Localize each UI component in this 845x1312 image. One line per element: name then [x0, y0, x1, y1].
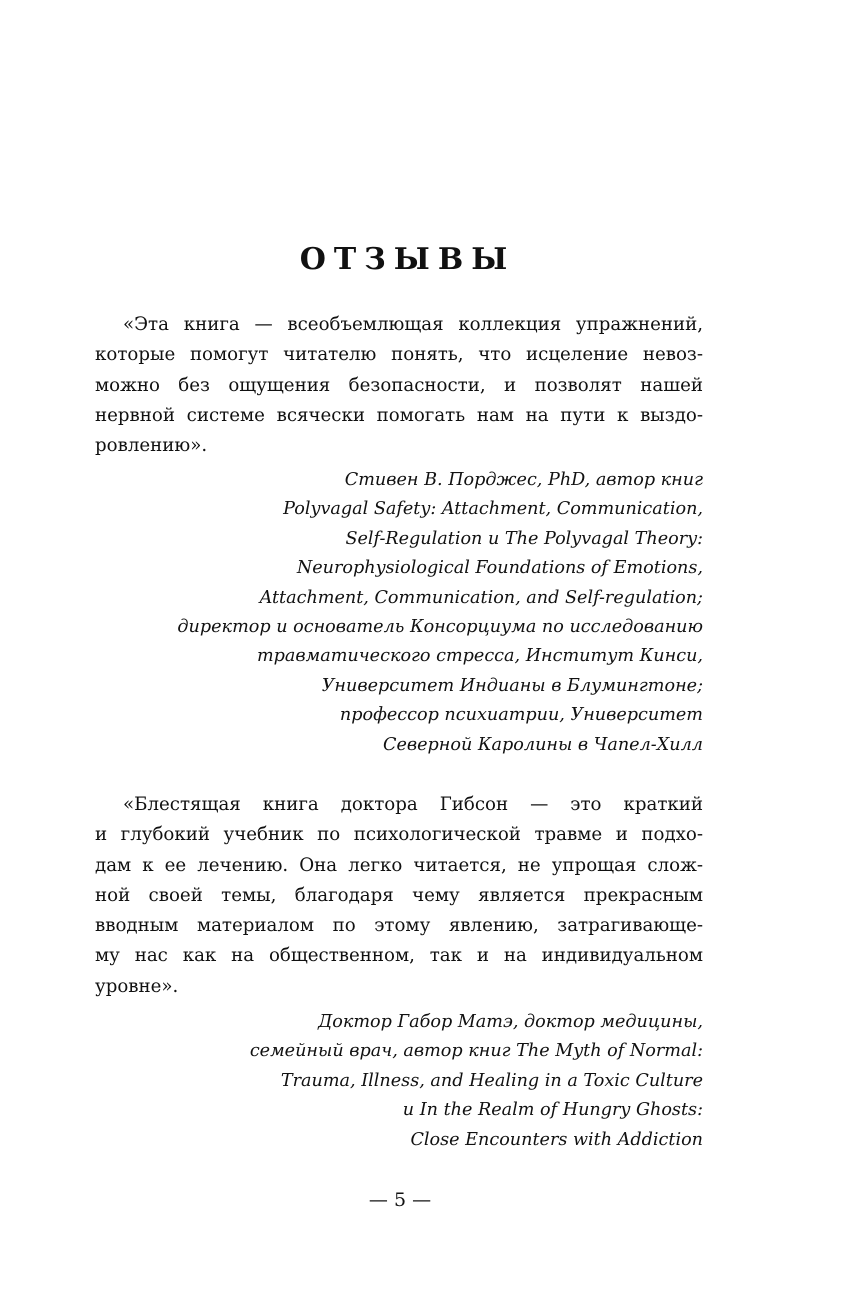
attribution-line: семейный врач, автор книг The Myth of Normal:	[249, 1041, 703, 1062]
attribution-line: профессор психиатрии, Университет	[339, 705, 703, 726]
page-title: ОТЗЫВЫ	[299, 242, 516, 277]
quote-line: которые помогут читателю понять, что исцеление невоз-	[95, 344, 703, 366]
attribution-line: Attachment, Communication, and Self-regulation;	[259, 587, 703, 608]
page-number: — 5 —	[368, 1189, 432, 1211]
attribution-line: Close Encounters with Addiction	[410, 1129, 703, 1150]
attribution-line: Доктор Габор Матэ, доктор медицины,	[317, 1012, 703, 1032]
quote-line: «Блестящая книга доктора Гибсон — это краткий	[123, 794, 703, 815]
quote-line: нервной системе всячески помогать нам на пути к выздо-	[95, 404, 703, 426]
quote-line: можно без ощущения безопасности, и позволят нашей	[95, 374, 703, 396]
attribution-line: травматического стресса, Институт Кинси,	[256, 646, 703, 667]
quote-line: дам к ее лечению. Она легко читается, не упрощая слож-	[95, 854, 703, 876]
quote-line: ровлению».	[95, 435, 208, 457]
quote-line: уровне».	[95, 975, 179, 997]
attribution-line: директор и основатель Консорциума по исследованию	[177, 616, 703, 637]
review-1-quote	[95, 310, 703, 461]
quote-line: му нас как на общественном, так и на индивидуальном	[95, 945, 703, 967]
review-1-attribution	[95, 466, 703, 760]
attribution-line: Trauma, Illness, and Healing in a Toxic Culture	[280, 1070, 703, 1091]
review-2-attribution	[95, 1008, 703, 1155]
quote-line: вводным материалом по этому явлению, затрагивающе-	[95, 915, 703, 937]
attribution-line: Северной Каролины в Чапел-Хилл	[383, 734, 703, 755]
attribution-line: Neurophysiological Foundations of Emotions,	[296, 558, 703, 579]
attribution-line: Polyvagal Safety: Attachment, Communication,	[283, 499, 703, 520]
quote-line: «Эта книга — всеобъемлющая коллекция упражнений,	[123, 314, 703, 335]
attribution-line: и In the Realm of Hungry Ghosts:	[402, 1100, 703, 1121]
attribution-line: Стивен В. Порджес, PhD, автор книг	[344, 470, 703, 490]
attribution-line: Self-Regulation и The Polyvagal Theory:	[345, 528, 703, 549]
quote-line: и глубокий учебник по психологической травме и подхо-	[95, 824, 703, 846]
review-2-quote	[95, 790, 703, 1002]
quote-line: ной своей темы, благодаря чему является прекрасным	[95, 884, 703, 906]
attribution-line: Университет Индианы в Блумингтоне;	[321, 675, 703, 696]
